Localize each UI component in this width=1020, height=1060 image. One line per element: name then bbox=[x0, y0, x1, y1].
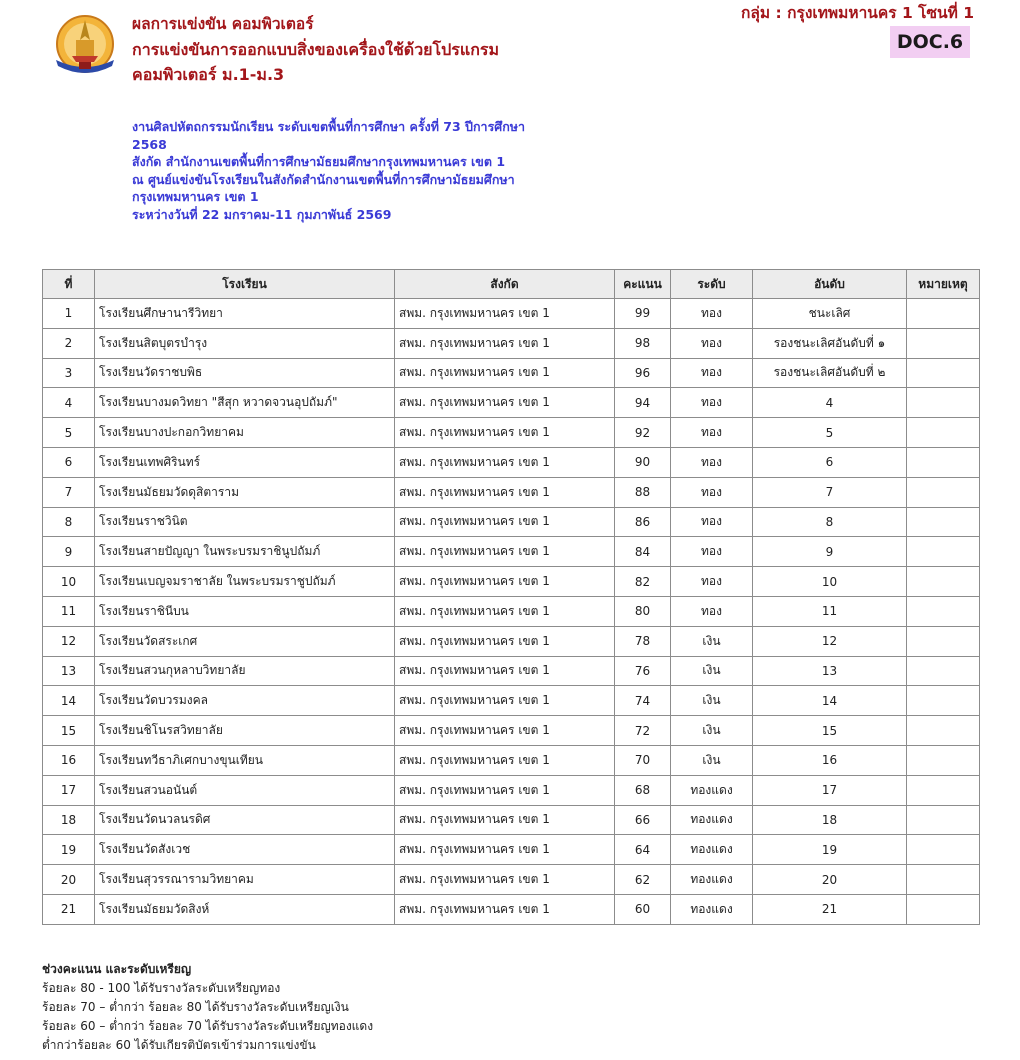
cell-affiliation: สพม. กรุงเทพมหานคร เขต 1 bbox=[395, 388, 615, 418]
header-remark: หมายเหตุ bbox=[907, 270, 980, 299]
cell-affiliation: สพม. กรุงเทพมหานคร เขต 1 bbox=[395, 477, 615, 507]
cell-rank: 16 bbox=[753, 745, 907, 775]
cell-rank: 18 bbox=[753, 805, 907, 835]
cell-level: ทอง bbox=[671, 418, 753, 448]
cell-no: 14 bbox=[43, 686, 95, 716]
cell-score: 94 bbox=[615, 388, 671, 418]
cell-no: 17 bbox=[43, 775, 95, 805]
cell-affiliation: สพม. กรุงเทพมหานคร เขต 1 bbox=[395, 567, 615, 597]
cell-score: 62 bbox=[615, 865, 671, 895]
table-row bbox=[43, 835, 980, 865]
event-info bbox=[132, 118, 632, 223]
cell-remark bbox=[907, 865, 980, 895]
cell-school: โรงเรียนสวนอนันต์ bbox=[95, 775, 395, 805]
cell-school: โรงเรียนทวีธาภิเศกบางขุนเทียน bbox=[95, 745, 395, 775]
cell-score: 66 bbox=[615, 805, 671, 835]
cell-level: ทอง bbox=[671, 358, 753, 388]
cell-score: 99 bbox=[615, 299, 671, 329]
cell-no: 6 bbox=[43, 447, 95, 477]
cell-level: ทอง bbox=[671, 507, 753, 537]
cell-affiliation: สพม. กรุงเทพมหานคร เขต 1 bbox=[395, 537, 615, 567]
cell-rank: 20 bbox=[753, 865, 907, 895]
doc-code-badge: DOC.6 bbox=[890, 26, 970, 58]
cell-rank: 12 bbox=[753, 626, 907, 656]
cell-remark bbox=[907, 388, 980, 418]
cell-score: 88 bbox=[615, 477, 671, 507]
cell-remark bbox=[907, 745, 980, 775]
header-affiliation: สังกัด bbox=[395, 270, 615, 299]
table-row bbox=[43, 865, 980, 895]
cell-rank: 17 bbox=[753, 775, 907, 805]
cell-affiliation: สพม. กรุงเทพมหานคร เขต 1 bbox=[395, 358, 615, 388]
cell-affiliation: สพม. กรุงเทพมหานคร เขต 1 bbox=[395, 835, 615, 865]
cell-affiliation: สพม. กรุงเทพมหานคร เขต 1 bbox=[395, 894, 615, 924]
title-line-2: การแข่งขันการออกแบบสิ่งของเครื่องใช้ด้วยโปรแกรม bbox=[132, 40, 500, 59]
results-body bbox=[43, 299, 980, 925]
cell-school: โรงเรียนบางมดวิทยา "สีสุก หวาดจวนอุปถัมภ์" bbox=[95, 388, 395, 418]
cell-school: โรงเรียนเทพศิรินทร์ bbox=[95, 447, 395, 477]
table-row bbox=[43, 686, 980, 716]
cell-affiliation: สพม. กรุงเทพมหานคร เขต 1 bbox=[395, 626, 615, 656]
cell-level: ทอง bbox=[671, 447, 753, 477]
cell-score: 68 bbox=[615, 775, 671, 805]
cell-score: 98 bbox=[615, 328, 671, 358]
cell-level: ทอง bbox=[671, 567, 753, 597]
cell-rank: 4 bbox=[753, 388, 907, 418]
cell-school: โรงเรียนเบญจมราชาลัย ในพระบรมราชูปถัมภ์ bbox=[95, 567, 395, 597]
table-header-row bbox=[43, 270, 980, 299]
table-row bbox=[43, 388, 980, 418]
cell-level: ทองแดง bbox=[671, 805, 753, 835]
header-no: ที่ bbox=[43, 270, 95, 299]
cell-no: 15 bbox=[43, 716, 95, 746]
header-score: คะแนน bbox=[615, 270, 671, 299]
header-rank: อันดับ bbox=[753, 270, 907, 299]
cell-score: 70 bbox=[615, 745, 671, 775]
cell-school: โรงเรียนราชวินิต bbox=[95, 507, 395, 537]
table-row bbox=[43, 477, 980, 507]
cell-level: ทอง bbox=[671, 328, 753, 358]
group-label: กลุ่ม : กรุงเทพมหานคร 1 โซนที่ 1 bbox=[741, 4, 974, 22]
cell-school: โรงเรียนสวนกุหลาบวิทยาลัย bbox=[95, 656, 395, 686]
cell-score: 90 bbox=[615, 447, 671, 477]
cell-no: 19 bbox=[43, 835, 95, 865]
cell-score: 80 bbox=[615, 596, 671, 626]
cell-no: 8 bbox=[43, 507, 95, 537]
cell-affiliation: สพม. กรุงเทพมหานคร เขต 1 bbox=[395, 418, 615, 448]
cell-affiliation: สพม. กรุงเทพมหานคร เขต 1 bbox=[395, 596, 615, 626]
title-line-3: คอมพิวเตอร์ ม.1-ม.3 bbox=[132, 65, 285, 84]
cell-affiliation: สพม. กรุงเทพมหานคร เขต 1 bbox=[395, 447, 615, 477]
cell-score: 96 bbox=[615, 358, 671, 388]
notes-heading: ช่วงคะแนน และระดับเหรียญ bbox=[42, 962, 192, 976]
cell-affiliation: สพม. กรุงเทพมหานคร เขต 1 bbox=[395, 328, 615, 358]
table-row bbox=[43, 596, 980, 626]
cell-remark bbox=[907, 328, 980, 358]
cell-rank: 9 bbox=[753, 537, 907, 567]
cell-no: 12 bbox=[43, 626, 95, 656]
cell-affiliation: สพม. กรุงเทพมหานคร เขต 1 bbox=[395, 299, 615, 329]
cell-remark bbox=[907, 716, 980, 746]
cell-remark bbox=[907, 835, 980, 865]
cell-school: โรงเรียนมัธยมวัดสิงห์ bbox=[95, 894, 395, 924]
event-line-3: สังกัด สำนักงานเขตพื้นที่การศึกษามัธยมศึกษากรุงเทพมหานคร เขต 1 bbox=[132, 154, 506, 169]
cell-remark bbox=[907, 805, 980, 835]
cell-school: โรงเรียนบางปะกอกวิทยาคม bbox=[95, 418, 395, 448]
event-line-4: ณ ศูนย์แข่งขันโรงเรียนในสังกัดสำนักงานเขตพื้นที่การศึกษามัธยมศึกษา bbox=[132, 171, 515, 187]
event-line-1: งานศิลปหัตถกรรมนักเรียน ระดับเขตพื้นที่การศึกษา ครั้งที่ 73 ปีการศึกษา bbox=[132, 119, 526, 134]
cell-rank: รองชนะเลิศอันดับที่ ๑ bbox=[753, 328, 907, 358]
cell-level: ทอง bbox=[671, 477, 753, 507]
cell-score: 74 bbox=[615, 686, 671, 716]
cell-affiliation: สพม. กรุงเทพมหานคร เขต 1 bbox=[395, 716, 615, 746]
cell-no: 20 bbox=[43, 865, 95, 895]
table-row bbox=[43, 775, 980, 805]
cell-affiliation: สพม. กรุงเทพมหานคร เขต 1 bbox=[395, 805, 615, 835]
event-line-5: กรุงเทพมหานคร เขต 1 bbox=[132, 189, 259, 204]
table-row bbox=[43, 328, 980, 358]
cell-remark bbox=[907, 596, 980, 626]
table-row bbox=[43, 507, 980, 537]
cell-remark bbox=[907, 686, 980, 716]
cell-school: โรงเรียนวัดราชบพิธ bbox=[95, 358, 395, 388]
cell-level: ทองแดง bbox=[671, 865, 753, 895]
cell-rank: 7 bbox=[753, 477, 907, 507]
cell-score: 60 bbox=[615, 894, 671, 924]
cell-score: 84 bbox=[615, 537, 671, 567]
cell-school: โรงเรียนราชินีบน bbox=[95, 596, 395, 626]
event-line-2: 2568 bbox=[132, 136, 167, 152]
cell-remark bbox=[907, 447, 980, 477]
notes-line-2: ร้อยละ 70 – ต่ำกว่า ร้อยละ 80 ได้รับรางวัลระดับเหรียญเงิน bbox=[42, 1000, 349, 1014]
cell-rank: 10 bbox=[753, 567, 907, 597]
cell-no: 1 bbox=[43, 299, 95, 329]
cell-no: 10 bbox=[43, 567, 95, 597]
cell-remark bbox=[907, 894, 980, 924]
cell-no: 11 bbox=[43, 596, 95, 626]
cell-rank: 8 bbox=[753, 507, 907, 537]
cell-rank: รองชนะเลิศอันดับที่ ๒ bbox=[753, 358, 907, 388]
cell-level: ทอง bbox=[671, 299, 753, 329]
table-row bbox=[43, 299, 980, 329]
header-level: ระดับ bbox=[671, 270, 753, 299]
cell-no: 16 bbox=[43, 745, 95, 775]
cell-rank: 13 bbox=[753, 656, 907, 686]
cell-level: ทอง bbox=[671, 537, 753, 567]
cell-remark bbox=[907, 299, 980, 329]
cell-no: 5 bbox=[43, 418, 95, 448]
table-row bbox=[43, 716, 980, 746]
cell-school: โรงเรียนวัดนวลนรดิศ bbox=[95, 805, 395, 835]
cell-level: เงิน bbox=[671, 745, 753, 775]
cell-remark bbox=[907, 477, 980, 507]
cell-remark bbox=[907, 567, 980, 597]
cell-remark bbox=[907, 626, 980, 656]
notes-line-3: ร้อยละ 60 – ต่ำกว่า ร้อยละ 70 ได้รับรางวัลระดับเหรียญทองแดง bbox=[42, 1019, 374, 1033]
cell-school: โรงเรียนศึกษานารีวิทยา bbox=[95, 299, 395, 329]
table-row bbox=[43, 626, 980, 656]
cell-level: เงิน bbox=[671, 656, 753, 686]
emblem-logo-icon bbox=[48, 10, 122, 82]
table-row bbox=[43, 805, 980, 835]
cell-affiliation: สพม. กรุงเทพมหานคร เขต 1 bbox=[395, 775, 615, 805]
cell-score: 78 bbox=[615, 626, 671, 656]
cell-level: ทอง bbox=[671, 596, 753, 626]
cell-rank: 15 bbox=[753, 716, 907, 746]
cell-no: 2 bbox=[43, 328, 95, 358]
cell-affiliation: สพม. กรุงเทพมหานคร เขต 1 bbox=[395, 745, 615, 775]
cell-no: 4 bbox=[43, 388, 95, 418]
cell-score: 86 bbox=[615, 507, 671, 537]
cell-affiliation: สพม. กรุงเทพมหานคร เขต 1 bbox=[395, 686, 615, 716]
cell-level: ทองแดง bbox=[671, 894, 753, 924]
cell-no: 13 bbox=[43, 656, 95, 686]
cell-school: โรงเรียนชิโนรสวิทยาลัย bbox=[95, 716, 395, 746]
table-row bbox=[43, 447, 980, 477]
cell-school: โรงเรียนวัดสังเวช bbox=[95, 835, 395, 865]
cell-level: ทองแดง bbox=[671, 775, 753, 805]
header-school: โรงเรียน bbox=[95, 270, 395, 299]
table-row bbox=[43, 418, 980, 448]
cell-no: 3 bbox=[43, 358, 95, 388]
cell-school: โรงเรียนสิตบุตรบำรุง bbox=[95, 328, 395, 358]
cell-remark bbox=[907, 418, 980, 448]
cell-no: 7 bbox=[43, 477, 95, 507]
notes-line-1: ร้อยละ 80 - 100 ได้รับรางวัลระดับเหรียญทอง bbox=[42, 981, 281, 995]
cell-school: โรงเรียนสายปัญญา ในพระบรมราชินูปถัมภ์ bbox=[95, 537, 395, 567]
cell-rank: 5 bbox=[753, 418, 907, 448]
table-row bbox=[43, 894, 980, 924]
cell-level: เงิน bbox=[671, 716, 753, 746]
title-line-1: ผลการแข่งขัน คอมพิวเตอร์ bbox=[132, 15, 314, 33]
cell-rank: ชนะเลิศ bbox=[753, 299, 907, 329]
cell-affiliation: สพม. กรุงเทพมหานคร เขต 1 bbox=[395, 865, 615, 895]
cell-rank: 14 bbox=[753, 686, 907, 716]
cell-no: 18 bbox=[43, 805, 95, 835]
cell-affiliation: สพม. กรุงเทพมหานคร เขต 1 bbox=[395, 507, 615, 537]
cell-score: 72 bbox=[615, 716, 671, 746]
cell-score: 64 bbox=[615, 835, 671, 865]
score-notes bbox=[42, 960, 373, 1055]
cell-score: 76 bbox=[615, 656, 671, 686]
cell-school: โรงเรียนมัธยมวัดดุสิตาราม bbox=[95, 477, 395, 507]
cell-remark bbox=[907, 775, 980, 805]
cell-school: โรงเรียนสุวรรณารามวิทยาคม bbox=[95, 865, 395, 895]
notes-line-4: ต่ำกว่าร้อยละ 60 ได้รับเกียรติบัตรเข้าร่วมการแข่งขัน bbox=[42, 1038, 316, 1052]
cell-remark bbox=[907, 656, 980, 686]
cell-score: 92 bbox=[615, 418, 671, 448]
cell-affiliation: สพม. กรุงเทพมหานคร เขต 1 bbox=[395, 656, 615, 686]
results-table bbox=[42, 269, 980, 925]
cell-level: ทอง bbox=[671, 388, 753, 418]
document-title bbox=[132, 12, 499, 87]
cell-remark bbox=[907, 358, 980, 388]
cell-level: เงิน bbox=[671, 686, 753, 716]
cell-score: 82 bbox=[615, 567, 671, 597]
cell-rank: 21 bbox=[753, 894, 907, 924]
cell-remark bbox=[907, 507, 980, 537]
cell-remark bbox=[907, 537, 980, 567]
cell-rank: 19 bbox=[753, 835, 907, 865]
cell-no: 21 bbox=[43, 894, 95, 924]
cell-rank: 6 bbox=[753, 447, 907, 477]
table-row bbox=[43, 745, 980, 775]
table-row bbox=[43, 567, 980, 597]
table-row bbox=[43, 656, 980, 686]
event-line-6: ระหว่างวันที่ 22 มกราคม-11 กุมภาพันธ์ 2569 bbox=[132, 206, 392, 222]
cell-school: โรงเรียนวัดบวรมงคล bbox=[95, 686, 395, 716]
cell-level: เงิน bbox=[671, 626, 753, 656]
cell-school: โรงเรียนวัดสระเกศ bbox=[95, 626, 395, 656]
cell-no: 9 bbox=[43, 537, 95, 567]
cell-rank: 11 bbox=[753, 596, 907, 626]
cell-level: ทองแดง bbox=[671, 835, 753, 865]
table-row bbox=[43, 537, 980, 567]
table-row bbox=[43, 358, 980, 388]
